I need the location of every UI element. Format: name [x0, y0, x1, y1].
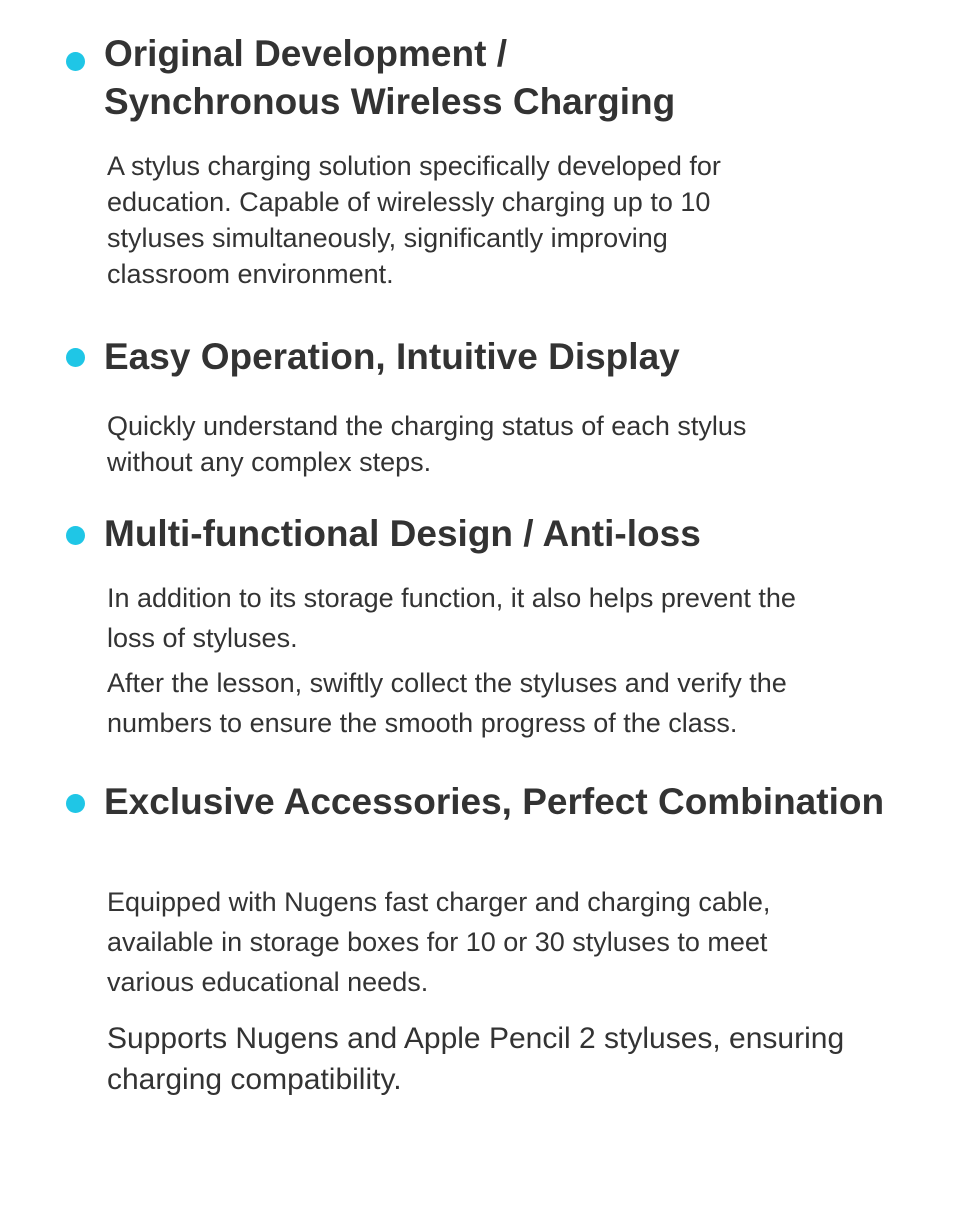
bullet-dot-icon — [66, 348, 85, 367]
section-description: After the lesson, swiftly collect the styluses and verify the numbers to ensure the smooth progress of the class. — [107, 668, 787, 738]
section-description: In addition to its storage function, it also helps prevent the loss of styluses. — [107, 583, 796, 653]
section-heading: Multi-functional Design / Anti-loss — [104, 513, 701, 554]
section-heading: Exclusive Accessories, Perfect Combination — [104, 781, 885, 822]
section-heading: Easy Operation, Intuitive Display — [104, 336, 680, 377]
section-description: Quickly understand the charging status of each stylus without any complex steps. — [107, 411, 747, 477]
section-description: A stylus charging solution specifically developed for education. Capable of wirelessly charging up to 10 styluses simultaneously, significantly improving classroom environment. — [107, 151, 721, 289]
section-description: Supports Nugens and Apple Pencil 2 styluses, ensuring charging compatibility. — [107, 1022, 845, 1096]
bullet-dot-icon — [66, 52, 85, 71]
section-description: Equipped with Nugens fast charger and charging cable, available in storage boxes for 10 or 30 styluses to meet various educational needs. — [107, 887, 771, 997]
section-heading: Original Development / Synchronous Wireless Charging — [104, 33, 676, 122]
bullet-dot-icon — [66, 794, 85, 813]
bullet-dot-icon — [66, 526, 85, 545]
